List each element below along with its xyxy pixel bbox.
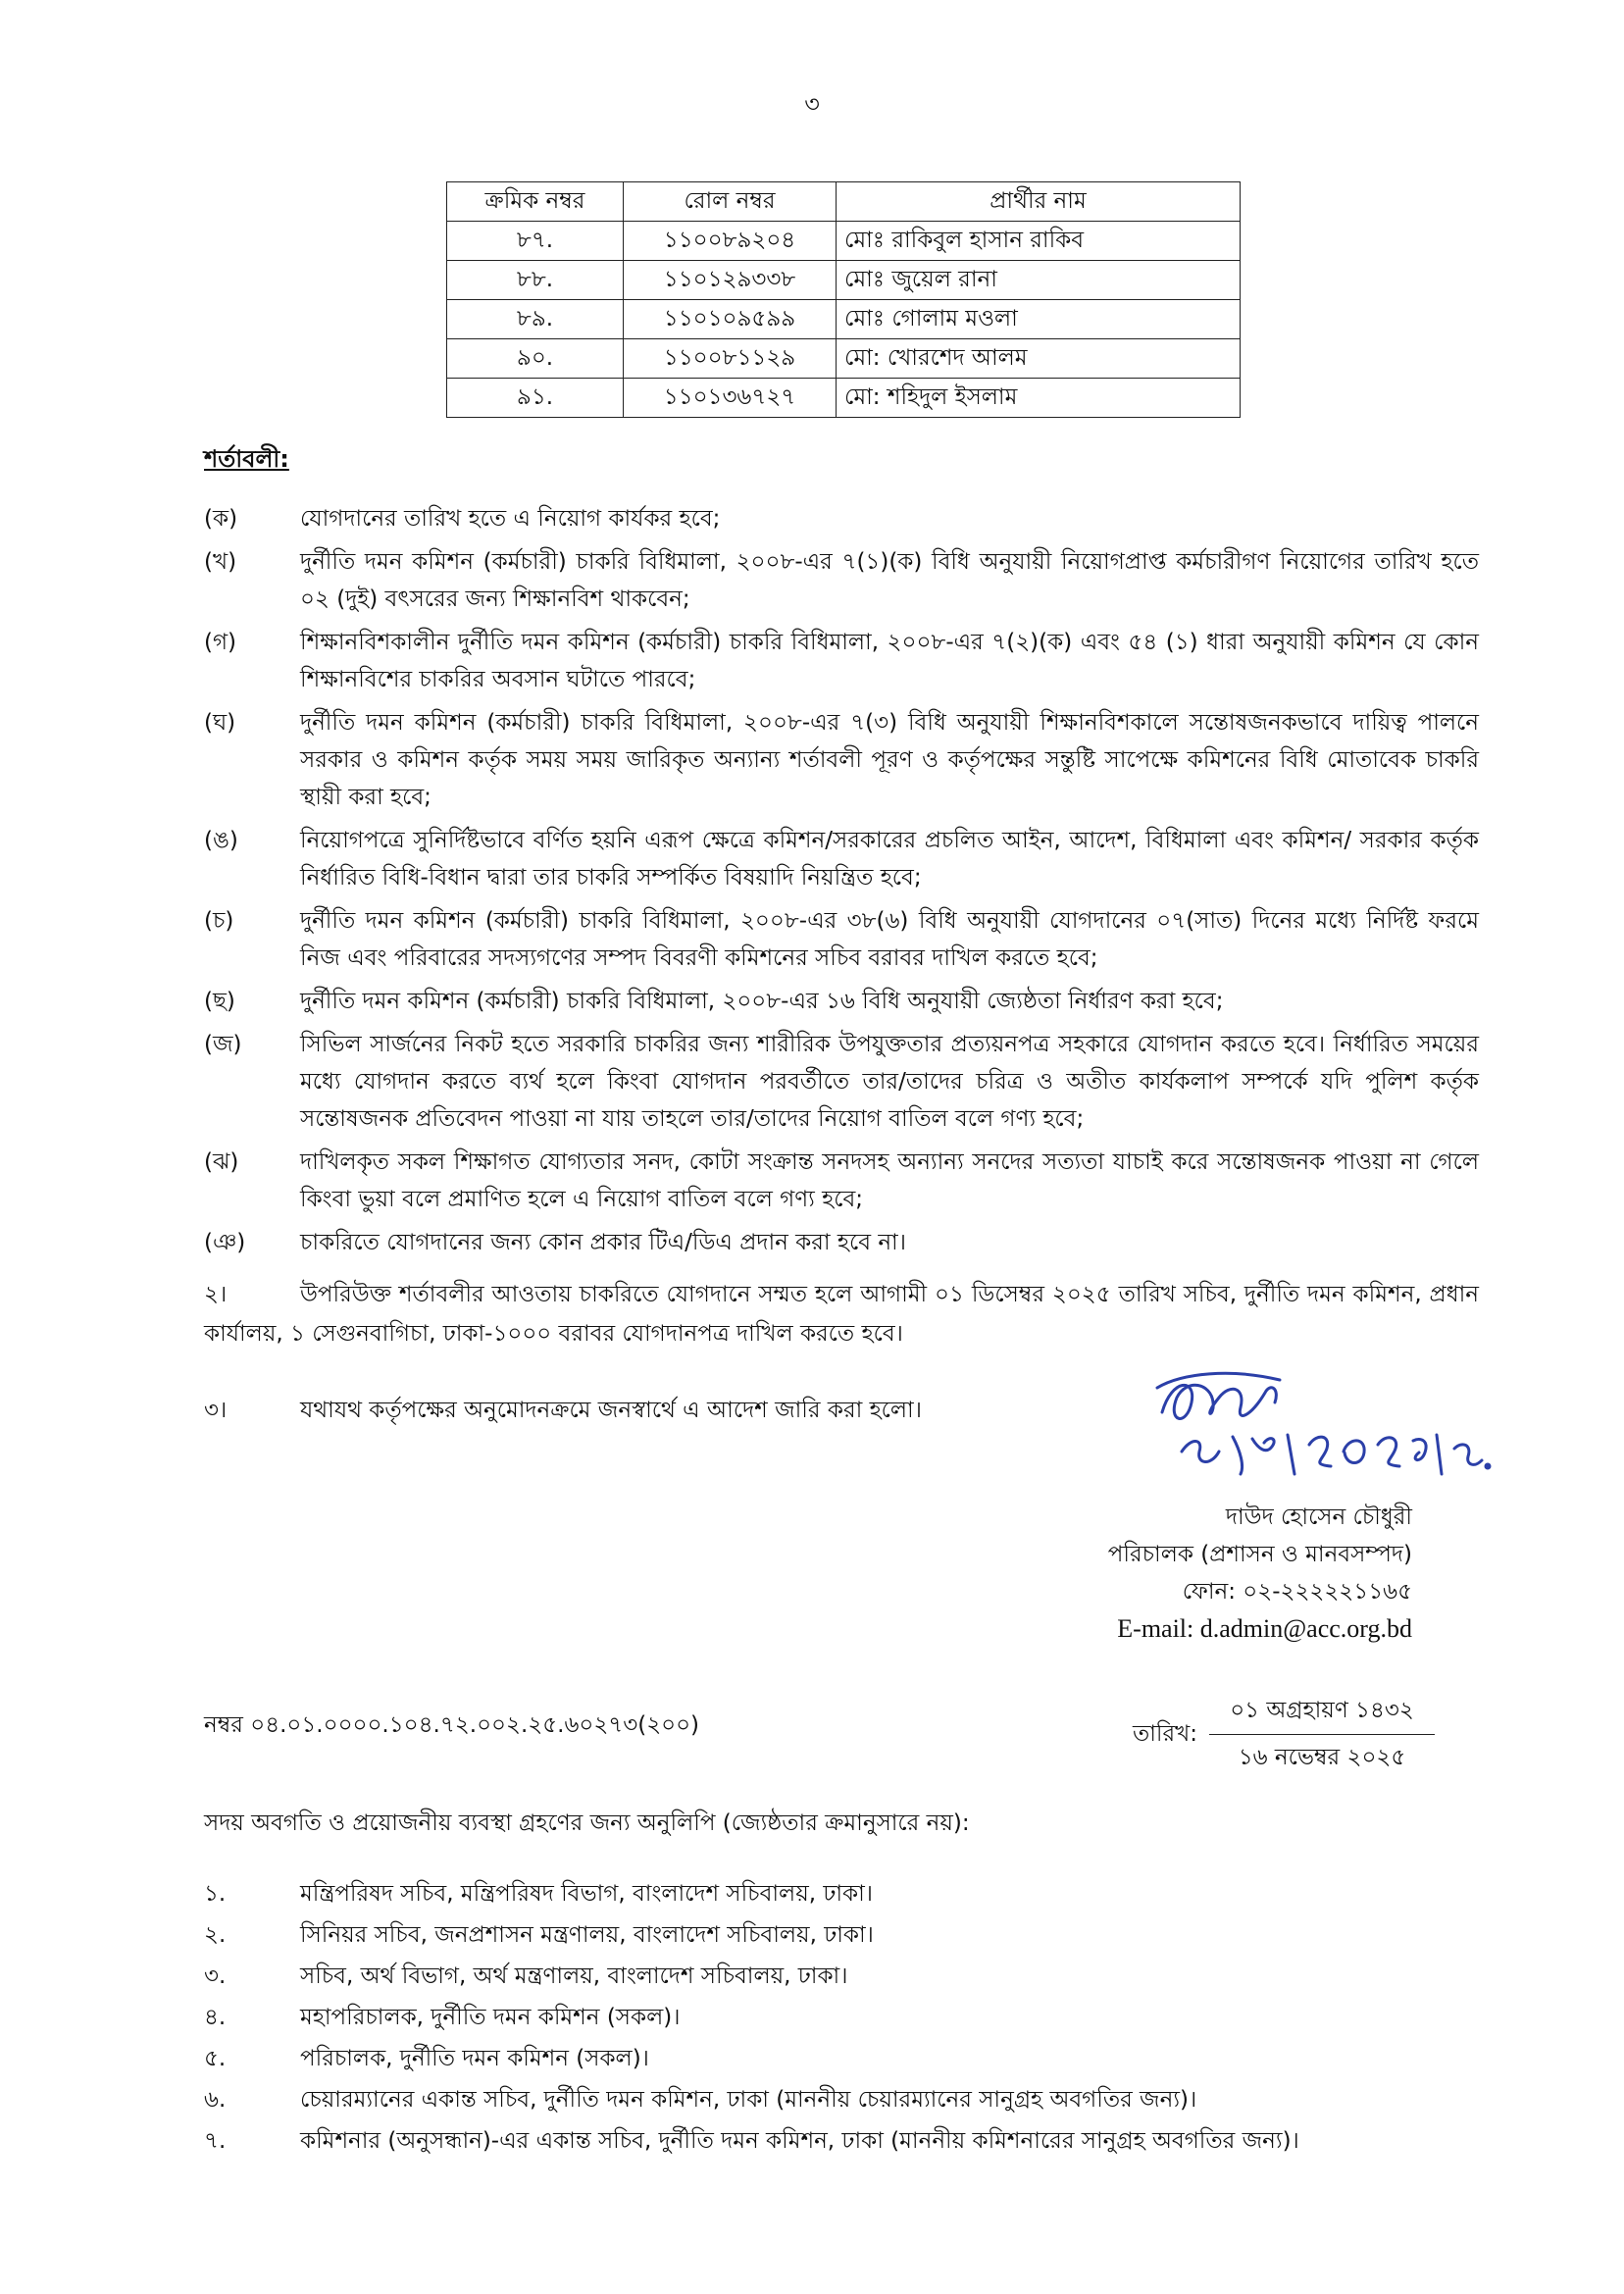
serial-cell: ৮৭. — [447, 222, 624, 261]
list-item-text: মন্ত্রিপরিষদ সচিব, মন্ত্রিপরিষদ বিভাগ, বাংলাদেশ সচিবালয়, ঢাকা। — [300, 1881, 874, 1907]
paragraph-text: উপরিউক্ত শর্তাবলীর আওতায় চাকরিতে যোগদানে সম্মত হলে আগামী ০১ ডিসেম্বর ২০২৫ তারিখ সচিব, দুর্নীতি দমন কমিশন, প্রধান কার্যালয়, ১ সেগুনবাগিচা, ঢাকা-১০০০ বরাবর যোগদানপত্র দাখিল করতে হবে। — [204, 1282, 1479, 1347]
roll-cell: ১১০১৩৬৭২৭ — [624, 379, 837, 418]
condition-text: শিক্ষানবিশকালীন দুর্নীতি দমন কমিশন (কর্মচারী) চাকরি বিধিমালা, ২০০৮-এর ৭(২)(ক) এবং ৫৪ (১) ধারা অনুযায়ী কমিশন যে কোন শিক্ষানবিশের চাকরির অবসান ঘটাতে পারবে; — [300, 630, 1479, 692]
condition-label: (ঙ) — [204, 828, 238, 853]
condition-text: যোগদানের তারিখ হতে এ নিয়োগ কার্যকর হবে; — [300, 506, 721, 532]
name-cell: মো: খোরশেদ আলম — [837, 339, 1241, 379]
signer-email: E-mail: d.admin@acc.org.bd — [1117, 1614, 1412, 1643]
condition-text: দুর্নীতি দমন কমিশন (কর্মচারী) চাকরি বিধিমালা, ২০০৮-এর ১৬ বিধি অনুযায়ী জ্যেষ্ঠতা নির্ধারণ করা হবে; — [300, 989, 1224, 1014]
table-row — [447, 261, 1241, 300]
condition-label: (ঞ) — [204, 1230, 246, 1255]
list-item-text: সিনিয়র সচিব, জনপ্রশাসন মন্ত্রণালয়, বাংলাদেশ সচিবালয়, ঢাকা। — [300, 1922, 874, 1948]
condition-label: (জ) — [204, 1032, 242, 1057]
date-bangla: ০১ অগ্রহায়ণ ১৪৩২ — [1209, 1692, 1435, 1735]
list-item-number: ৭. — [204, 2128, 227, 2154]
table-row — [447, 339, 1241, 379]
condition-item — [204, 1026, 1479, 1138]
list-item-text: চেয়ারম্যানের একান্ত সচিব, দুর্নীতি দমন কমিশন, ঢাকা (মাননীয় চেয়ারম্যানের সানুগ্রহ অবগতির জন্য)। — [300, 2087, 1197, 2113]
roll-cell: ১১০০৮৯২০৪ — [624, 222, 837, 261]
list-item — [204, 2038, 1479, 2079]
date-values — [1209, 1692, 1435, 1777]
name-cell: মো: শহিদুল ইসলাম — [837, 379, 1241, 418]
list-item — [204, 1956, 1479, 1997]
page-number: ৩ — [804, 90, 820, 118]
conditions-heading: শর্তাবলী: — [204, 445, 289, 473]
condition-label: (ঝ) — [204, 1149, 239, 1175]
condition-text: দুর্নীতি দমন কমিশন (কর্মচারী) চাকরি বিধিমালা, ২০০৮-এর ৩৮(৬) বিধি অনুযায়ী যোগদানের ০৭(সাত) দিনের মধ্যে নির্দিষ্ট ফরমে নিজ এবং পরিবারের সদস্যগণের সম্পদ বিবরণী কমিশনের সচিব বরাবর দাখিল করতে হবে; — [300, 908, 1479, 971]
paragraph-number: ২। — [204, 1282, 228, 1307]
date-english: ১৬ নভেম্বর ২০২৫ — [1238, 1745, 1406, 1770]
condition-label: (চ) — [204, 908, 234, 934]
serial-cell: ৯১. — [447, 379, 624, 418]
conditions-list — [204, 500, 1479, 1267]
list-item-number: ৪. — [204, 2005, 227, 2030]
list-item — [204, 1873, 1479, 1914]
condition-text: নিয়োগপত্রে সুনির্দিষ্টভাবে বর্ণিত হয়নি এরূপ ক্ষেত্রে কমিশন/সরকারের প্রচলিত আইন, আদেশ, বিধিমালা এবং কমিশন/ সরকার কর্তৃক নির্ধারিত বিধি-বিধান দ্বারা তার চাকরি সম্পর্কিত বিষয়াদি নিয়ন্ত্রিত হবে; — [300, 828, 1479, 891]
condition-label: (গ) — [204, 630, 237, 655]
roll-cell: ১১০১০৯৫৯৯ — [624, 300, 837, 339]
signer-designation: পরিচালক (প্রশাসন ও মানবসম্পদ) — [1107, 1542, 1412, 1567]
memo-number: নম্বর ০৪.০১.০০০০.১০৪.৭২.০০২.২৫.৬০২৭৩(২০০) — [204, 1712, 700, 1738]
copy-heading: সদয় অবগতি ও প্রয়োজনীয় ব্যবস্থা গ্রহণের জন্য অনুলিপি (জ্যেষ্ঠতার ক্রমানুসারে নয়): — [204, 1810, 970, 1836]
list-item — [204, 2079, 1479, 2120]
condition-item — [204, 543, 1479, 618]
paragraph-number: ৩। — [204, 1398, 228, 1423]
list-item-text: পরিচালক, দুর্নীতি দমন কমিশন (সকল)। — [300, 2046, 649, 2071]
condition-item — [204, 983, 1479, 1020]
date-label: তারিখ: — [1133, 1721, 1198, 1747]
condition-text: দুর্নীতি দমন কমিশন (কর্মচারী) চাকরি বিধিমালা, ২০০৮-এর ৭(১)(ক) বিধি অনুযায়ী নিয়োগপ্রাপ্ত কর্মচারীগণ নিয়োগের তারিখ হতে ০২ (দুই) বৎসরের জন্য শিক্ষানবিশ থাকবেন; — [300, 549, 1479, 612]
list-item-number: ৬. — [204, 2087, 227, 2113]
copy-list — [204, 1873, 1479, 2162]
condition-label: (খ) — [204, 549, 237, 575]
list-item-number: ৫. — [204, 2046, 227, 2071]
condition-label: (ঘ) — [204, 710, 236, 736]
condition-label: (ক) — [204, 506, 238, 532]
paragraph-text: যথাযথ কর্তৃপক্ষের অনুমোদনক্রমে জনস্বার্থে এ আদেশ জারি করা হলো। — [300, 1398, 922, 1423]
list-item-text: সচিব, অর্থ বিভাগ, অর্থ মন্ত্রণালয়, বাংলাদেশ সচিবালয়, ঢাকা। — [300, 1963, 848, 1989]
list-item — [204, 1914, 1479, 1956]
table-row — [447, 222, 1241, 261]
roll-cell: ১১০০৮১১২৯ — [624, 339, 837, 379]
list-item-number: ১. — [204, 1881, 227, 1907]
serial-cell: ৯০. — [447, 339, 624, 379]
name-cell: মোঃ রাকিবুল হাসান রাকিব — [837, 222, 1241, 261]
table-header-row — [447, 182, 1241, 222]
table-row — [447, 379, 1241, 418]
header-serial: ক্রমিক নম্বর — [447, 182, 624, 222]
condition-text: চাকরিতে যোগদানের জন্য কোন প্রকার টিএ/ডিএ প্রদান করা হবে না। — [300, 1230, 906, 1255]
condition-item — [204, 704, 1479, 816]
table-row — [447, 300, 1241, 339]
serial-cell: ৮৮. — [447, 261, 624, 300]
signer-name: দাউদ হোসেন চৌধুরী — [1225, 1504, 1412, 1530]
list-item — [204, 2120, 1479, 2162]
candidate-table — [446, 181, 1241, 418]
roll-cell: ১১০১২৯৩৩৮ — [624, 261, 837, 300]
condition-item — [204, 500, 1479, 537]
list-item — [204, 1997, 1479, 2038]
condition-label: (ছ) — [204, 989, 235, 1014]
condition-text: সিভিল সার্জনের নিকট হতে সরকারি চাকরির জন্য শারীরিক উপযুক্ততার প্রত্যয়নপত্র সহকারে যোগদান করতে হবে। নির্ধারিত সময়ের মধ্যে যোগদান করতে ব্যর্থ হলে কিংবা যোগদান পরবর্তীতে তার/তাদের চরিত্র ও অতীত কার্যকলাপ সম্পর্কে যদি পুলিশ কর্তৃক সন্তোষজনক প্রতিবেদন পাওয়া না যায় তাহলে তার/তাদের নিয়োগ বাতিল বলে গণ্য হবে; — [300, 1032, 1479, 1132]
date-block — [1133, 1692, 1435, 1777]
header-roll: রোল নম্বর — [624, 182, 837, 222]
paragraph-2 — [204, 1275, 1479, 1353]
handwritten-signature — [1142, 1358, 1496, 1496]
condition-item — [204, 1224, 1479, 1261]
condition-item — [204, 624, 1479, 698]
list-item-number: ২. — [204, 1922, 227, 1948]
condition-item — [204, 1144, 1479, 1218]
serial-cell: ৮৯. — [447, 300, 624, 339]
name-cell: মোঃ গোলাম মওলা — [837, 300, 1241, 339]
condition-text: দুর্নীতি দমন কমিশন (কর্মচারী) চাকরি বিধিমালা, ২০০৮-এর ৭(৩) বিধি অনুযায়ী শিক্ষানবিশকালে সন্তোষজনকভাবে দায়িত্ব পালনে সরকার ও কমিশন কর্তৃক সময় সময় জারিকৃত অন্যান্য শর্তাবলী পূরণ ও কর্তৃপক্ষের সন্তুষ্টি সাপেক্ষে কমিশনের বিধি মোতাবেক চাকরি স্থায়ী করা হবে; — [300, 710, 1479, 810]
name-cell: মোঃ জুয়েল রানা — [837, 261, 1241, 300]
condition-item — [204, 822, 1479, 896]
condition-text: দাখিলকৃত সকল শিক্ষাগত যোগ্যতার সনদ, কোটা সংক্রান্ত সনদসহ অন্যান্য সনদের সত্যতা যাচাই করে সন্তোষজনক পাওয়া না গেলে কিংবা ভুয়া বলে প্রমাণিত হলে এ নিয়োগ বাতিল বলে গণ্য হবে; — [300, 1149, 1479, 1212]
header-name: প্রার্থীর নাম — [837, 182, 1241, 222]
list-item-number: ৩. — [204, 1963, 227, 1989]
signer-phone: ফোন: ০২-২২২২২১১৬৫ — [1182, 1579, 1412, 1605]
list-item-text: কমিশনার (অনুসন্ধান)-এর একান্ত সচিব, দুর্নীতি দমন কমিশন, ঢাকা (মাননীয় কমিশনারের সানুগ্রহ অবগতির জন্য)। — [300, 2128, 1299, 2154]
signer-block — [1059, 1499, 1412, 1648]
list-item-text: মহাপরিচালক, দুর্নীতি দমন কমিশন (সকল)। — [300, 2005, 681, 2030]
condition-item — [204, 902, 1479, 977]
